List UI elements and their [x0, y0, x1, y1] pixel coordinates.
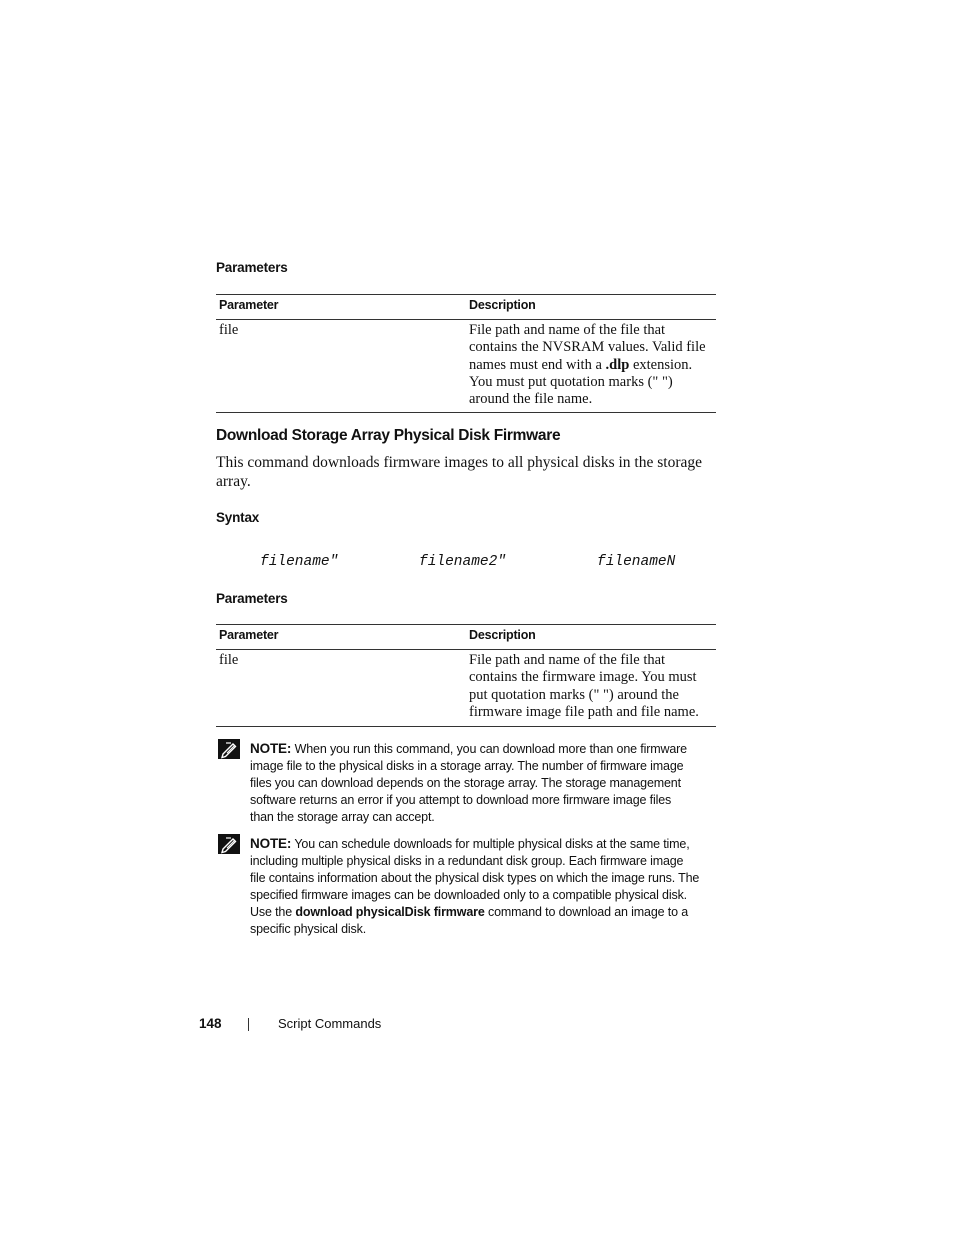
note-label: NOTE:: [250, 741, 292, 756]
syntax-filename: filename": [260, 554, 339, 570]
note-line: files you can download depends on the storage array. The storage management: [250, 776, 681, 791]
parameters-table-2: [216, 624, 716, 727]
pencil-note-icon: [218, 739, 240, 759]
note-label: NOTE:: [250, 836, 292, 851]
description-line: around the file name.: [469, 391, 593, 408]
description-line: File path and name of the file that: [469, 652, 666, 668]
note-text: You can schedule downloads for multiple physical disks at the same time,: [291, 837, 690, 851]
parameters-heading-1: Parameters: [216, 260, 288, 275]
description-cell: [469, 322, 714, 408]
note-line: [250, 835, 716, 853]
pencil-note-icon: [218, 834, 240, 854]
description-line: This command downloads firmware images to all physical disks in the storage: [216, 454, 702, 471]
syntax-heading: Syntax: [216, 510, 260, 525]
table-header: [216, 625, 716, 650]
note-block-1: [250, 740, 716, 826]
note-line: [250, 740, 716, 758]
column-header-description: Description: [469, 628, 536, 642]
command-description: [216, 454, 716, 491]
parameters-heading-2: Parameters: [216, 591, 288, 606]
column-header-parameter: Parameter: [219, 628, 279, 642]
description-text: extension.: [629, 356, 693, 373]
note-line: specific physical disk.: [250, 922, 367, 937]
note-line: specified firmware images can be downloaded only to a compatible physical disk.: [250, 888, 687, 903]
description-line: [469, 357, 714, 374]
description-line: contains the firmware image. You must: [469, 669, 697, 686]
command-name: download physicalDisk firmware: [295, 905, 485, 920]
column-header-parameter: Parameter: [219, 298, 279, 312]
description-line: put quotation marks (" ") around the: [469, 686, 679, 703]
description-text: names must end with a: [469, 356, 606, 373]
parameter-cell: file: [219, 322, 239, 338]
note-line: image file to the physical disks in a storage array. The number of firmware image: [250, 759, 684, 774]
note-line: including multiple physical disks in a redundant disk group. Each firmware image: [250, 854, 684, 869]
description-line: File path and name of the file that: [469, 322, 666, 338]
footer-section-title: Script Commands: [278, 1016, 382, 1031]
page-number: 148: [199, 1016, 222, 1031]
parameter-cell: file: [219, 652, 239, 668]
description-line: contains the NVSRAM values. Valid file: [469, 339, 706, 356]
note-text: When you run this command, you can download more than one firmware: [291, 742, 687, 756]
note-line: than the storage array can accept.: [250, 810, 435, 825]
command-title: Download Storage Array Physical Disk Firmware: [216, 427, 561, 444]
description-cell: [469, 652, 714, 721]
note-line: [250, 904, 716, 921]
description-line: firmware image file path and file name.: [469, 703, 699, 720]
note-text: command to download an image to a: [484, 905, 689, 920]
syntax-filename2: filename2": [419, 554, 507, 570]
footer-separator: [248, 1018, 249, 1031]
note-block-2: [250, 835, 716, 939]
note-line: software returns an error if you attempt to download more firmware image files: [250, 793, 672, 808]
description-line: array.: [216, 472, 251, 490]
syntax-filenameN: filenameN: [597, 554, 676, 570]
extension-text: .dlp: [605, 356, 630, 373]
note-line: file contains information about the physical disk types on which the image runs. The: [250, 871, 700, 886]
note-text: Use the: [250, 905, 296, 920]
table-header: [216, 295, 716, 320]
description-line: You must put quotation marks (" "): [469, 373, 673, 390]
parameters-table-1: [216, 294, 716, 413]
column-header-description: Description: [469, 298, 536, 312]
